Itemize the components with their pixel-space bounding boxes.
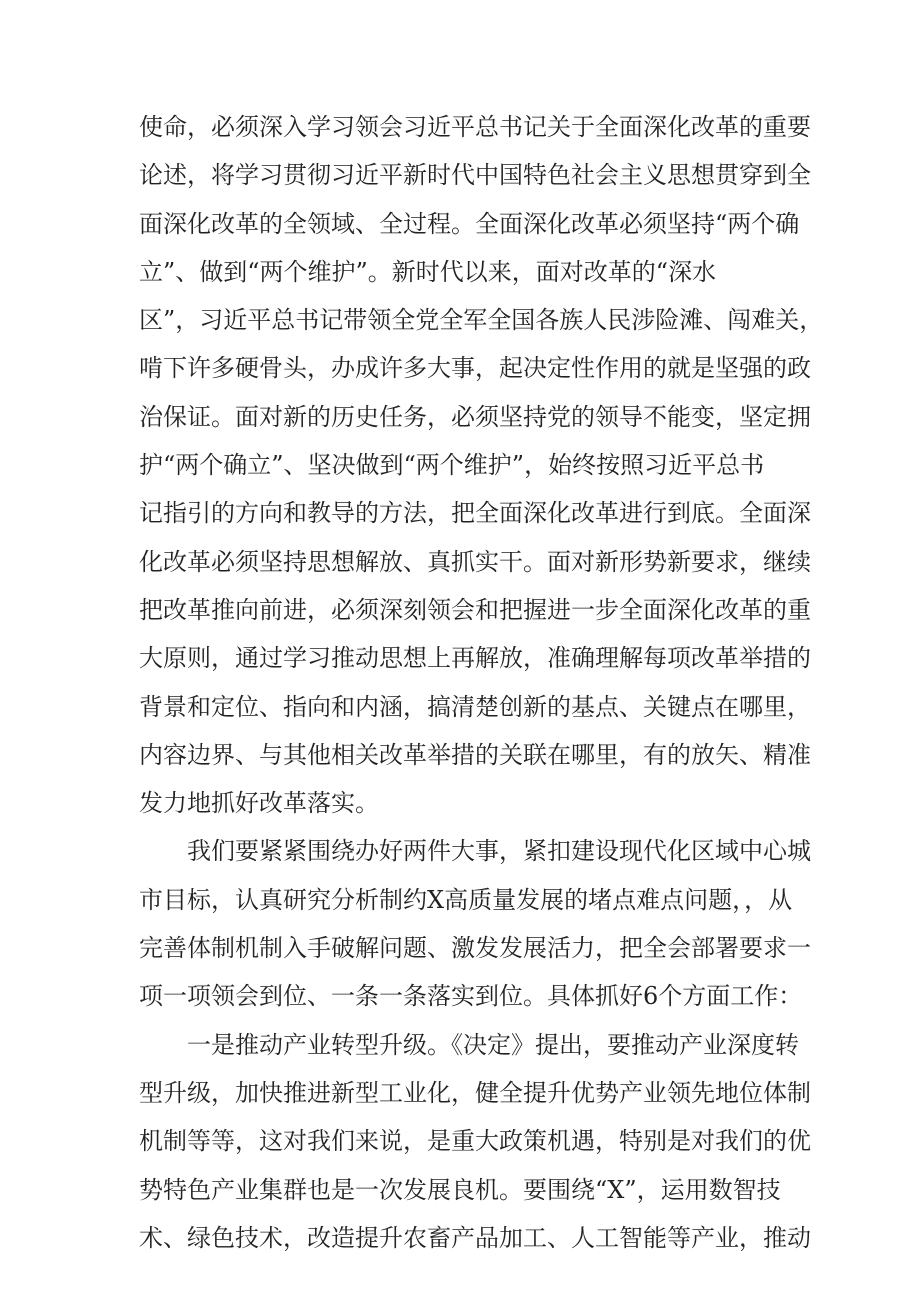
text-line: 背景和定位、指向和内涵，搞清楚创新的基点、关键点在哪里， [139,692,811,721]
paragraph-3 [139,1021,811,1262]
text-line: 论述，将学习贯彻习近平新时代中国特色社会主义思想贯穿到全 [139,161,811,190]
text-line: 使命，必须深入学习领会习近平总书记关于全面深化改革的重要 [139,113,811,141]
text-line: 项一项领会到位、一条一条落实到位。具体抓好6个方面工作： [139,982,803,1011]
text-line: 立”、做到“两个维护”。新时代以来，面对改革的“深水 [139,257,717,286]
text-line: 机制等等，这对我们来说，是重大政策机遇，特别是对我们的优 [139,1127,811,1156]
text-line: 护“两个确立”、坚决做到“两个维护”，始终按照习近平总书 [139,451,765,480]
text-line: 发力地抓好改革落实。 [139,789,379,818]
text-line: 把改革推向前进，必须深刻领会和把握进一步全面深化改革的重 [139,595,811,624]
paragraph-1 [139,103,824,827]
text-line: 势特色产业集群也是一次发展良机。要围绕“X”，运用数智技 [139,1175,781,1204]
text-line: 术、绿色技术，改造提升农畜产品加工、人工智能等产业，推动 [139,1223,811,1252]
text-line: 啃下许多硬骨头，办成许多大事，起决定性作用的就是坚强的政 [139,354,811,383]
text-line: 治保证。面对新的历史任务，必须坚持党的领导不能变，坚定拥 [139,402,811,431]
text-line: 大原则，通过学习推动思想上再解放，准确理解每项改革举措的 [139,644,811,673]
text-line: 型升级，加快推进新型工业化，健全提升优势产业领先地位体制 [139,1078,811,1107]
text-line: 市目标，认真研究分析制约X高质量发展的堵点难点问题，，从 [139,885,793,914]
paragraph-2 [139,827,811,1020]
document-body [139,103,824,1262]
text-line: 一是推动产业转型升级。《决定》提出，要推动产业深度转 [187,1030,799,1059]
text-line: 完善体制机制入手破解问题、激发发展活力，把全会部署要求一 [139,934,811,963]
text-line: 记指引的方向和教导的方法，把全面深化改革进行到底。全面深 [139,499,811,528]
text-line: 内容边界、与其他相关改革举措的关联在哪里，有的放矢、精准 [139,740,811,769]
text-line: 我们要紧紧围绕办好两件大事，紧扣建设现代化区域中心城 [187,837,811,866]
text-line: 面深化改革的全领域、全过程。全面深化改革必须坚持“两个确 [139,209,800,238]
text-line: 区”，习近平总书记带领全党全军全国各族人民涉险滩、闯难关， [139,306,824,335]
text-line: 化改革必须坚持思想解放、真抓实干。面对新形势新要求，继续 [139,547,811,576]
